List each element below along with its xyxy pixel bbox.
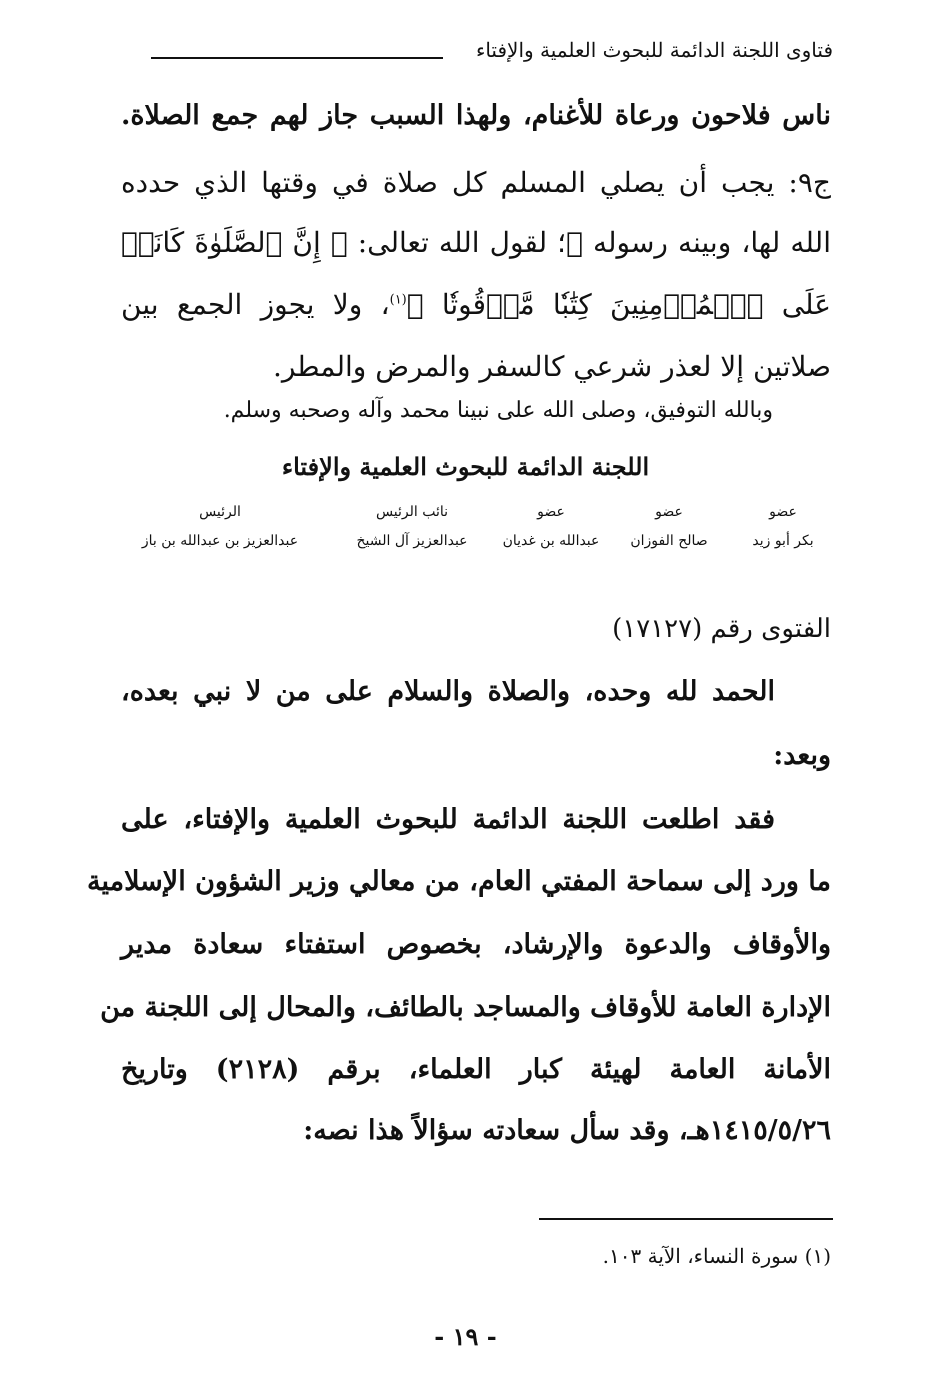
signatories bbox=[111, 502, 821, 572]
signatory-name: بكر أبو زيد bbox=[752, 533, 814, 549]
signatory-role: نائب الرئيس bbox=[375, 504, 449, 520]
body-line-3: فقد اطلعت اللجنة الدائمة للبحوث العلمية والإفتاء، على bbox=[121, 804, 775, 835]
signatory-role: عضو bbox=[769, 504, 797, 520]
body-line-6: الإدارة العامة للأوقاف والمساجد بالطائف، والمحال إلى اللجنة من bbox=[100, 992, 831, 1023]
body-line-7: الأمانة العامة لهيئة كبار العلماء، برقم (٢١٢٨) وتاريخ bbox=[121, 1054, 832, 1085]
text-line-1: ناس فلاحون ورعاة للأغنام، ولهذا السبب جاز لهم جمع الصلاة. bbox=[121, 100, 831, 131]
body-line-1: الحمد لله وحده، والصلاة والسلام على من لا نبي بعده، bbox=[121, 676, 775, 707]
header-rule bbox=[151, 57, 443, 59]
footnote-rule bbox=[539, 1218, 833, 1220]
signatory-name: عبدالعزيز آل الشيخ bbox=[356, 533, 468, 549]
body-line-2: وبعد: bbox=[773, 740, 831, 771]
text-line-3: الله لها، وبينه رسوله ﷺ؛ لقول الله تعالى: ﴿ إِنَّ ٱلصَّلَوٰةَ كَانَتۡ bbox=[121, 226, 831, 259]
page-number: - ١٩ - bbox=[434, 1322, 497, 1351]
signatory bbox=[495, 502, 607, 552]
footnote-ref: (١) bbox=[389, 292, 407, 308]
body-line-8: ١٤١٥/٥/٢٦هـ، وقد سأل سعادته سؤالاً هذا نصه: bbox=[303, 1115, 831, 1146]
text-line-4 bbox=[121, 288, 831, 321]
signatory bbox=[745, 502, 821, 552]
header-title: فتاوى اللجنة الدائمة للبحوث العلمية والإفتاء bbox=[475, 38, 833, 62]
text-line-5: صلاتين إلا لعذر شرعي كالسفر والمرض والمطر. bbox=[272, 350, 831, 383]
signatory bbox=[621, 502, 717, 552]
fatwa-number: الفتوى رقم (١٧١٢٧) bbox=[612, 614, 831, 644]
signatory bbox=[343, 502, 481, 552]
closing-line: وبالله التوفيق، وصلى الله على نبينا محمد وآله وصحبه وسلم. bbox=[223, 398, 773, 423]
committee-name: اللجنة الدائمة للبحوث العلمية والإفتاء bbox=[281, 452, 650, 481]
signatory-role: الرئيس bbox=[199, 504, 241, 520]
signatory-name: صالح الفوزان bbox=[630, 533, 708, 549]
line-4-continuation: ، ولا يجوز الجمع بين bbox=[121, 288, 390, 321]
signatory bbox=[127, 502, 313, 552]
signatory-role: عضو bbox=[537, 504, 565, 520]
body-line-5: والأوقاف والدعوة والإرشاد، بخصوص استفتاء سعادة مدير bbox=[121, 929, 831, 960]
footnote: (١) سورة النساء، الآية ١٠٣. bbox=[602, 1244, 831, 1268]
running-header bbox=[123, 38, 833, 74]
quran-verse-end: عَلَى ٱلۡمُؤۡمِنِينَ كِتَٰبٗا مَّوۡقُوتٗا ﴾ bbox=[406, 288, 832, 321]
text-line-2: ج٩: يجب أن يصلي المسلم كل صلاة في وقتها الذي حدده bbox=[121, 166, 831, 199]
signatory-role: عضو bbox=[655, 504, 683, 520]
signatory-name: عبدالله بن غديان bbox=[502, 533, 600, 549]
body-line-4: ما ورد إلى سماحة المفتي العام، من معالي وزير الشؤون الإسلامية bbox=[86, 866, 831, 897]
signatory-name: عبدالعزيز بن عبدالله بن باز bbox=[141, 533, 299, 549]
